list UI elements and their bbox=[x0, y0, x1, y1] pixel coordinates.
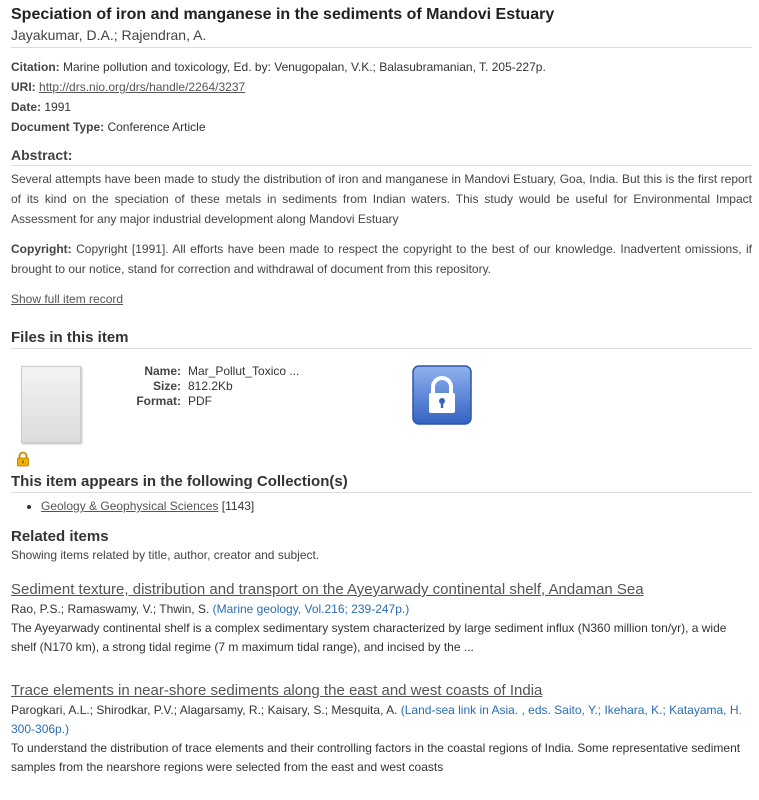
files-heading: Files in this item bbox=[11, 329, 129, 346]
related-item bbox=[11, 580, 752, 657]
date-value: 1991 bbox=[44, 100, 72, 114]
uri-label: URI: bbox=[11, 80, 36, 94]
related-item-abstract: The Ayeyarwady continental shelf is a complex sedimentary system characterized by large sediment influx (N360 million ton/yr), a wide shelf (N170 km), a strong tidal regime (7 m maximum tidal range), and incised by the ... bbox=[11, 621, 727, 654]
related-item-citation: (Land-sea link in Asia. , eds. Saito, Y.; Ikehara, K.; Katayama, H. 300-306p.) bbox=[11, 703, 742, 736]
citation-row bbox=[11, 57, 752, 77]
item-authors: Jayakumar, D.A.; Rajendran, A. bbox=[11, 27, 207, 43]
collection-link[interactable]: Geology & Geophysical Sciences bbox=[41, 499, 219, 513]
doctype-value: Conference Article bbox=[107, 120, 206, 134]
item-page bbox=[11, 5, 752, 777]
doctype-label: Document Type: bbox=[11, 120, 105, 134]
abstract-label: Abstract: bbox=[11, 147, 73, 163]
file-name: Mar_Pollut_Toxico ... bbox=[188, 364, 300, 378]
related-item-author-list: Parogkari, A.L.; Shirodkar, P.V.; Alagarsamy, R.; Kaisary, S.; Mesquita, A. bbox=[11, 703, 398, 717]
divider bbox=[11, 165, 752, 166]
related-subtitle: Showing items related by title, author, creator and subject. bbox=[11, 548, 320, 562]
uri-link[interactable]: http://drs.nio.org/drs/handle/2264/3237 bbox=[39, 80, 246, 94]
item-title: Speciation of iron and manganese in the sediments of Mandovi Estuary bbox=[11, 6, 555, 23]
file-metadata bbox=[125, 364, 299, 409]
date-row bbox=[11, 97, 752, 117]
show-full-record-link[interactable]: Show full item record bbox=[11, 292, 124, 306]
related-item-citation: (Marine geology, Vol.216; 239-247p.) bbox=[212, 602, 410, 616]
file-name-label: Name: bbox=[144, 364, 181, 378]
citation-label: Citation: bbox=[11, 60, 60, 74]
doctype-row bbox=[11, 117, 752, 137]
abstract-text: Several attempts have been made to study the distribution of iron and manganese in Mandovi Estuary, Goa, India. But this is the first report of its kind on the speciation of these metals in sediments from Indian waters. This study would be useful for Environmental Impact Assessment for any major industrial development along Mandovi Estuary bbox=[11, 172, 752, 226]
divider bbox=[11, 47, 752, 48]
file-size-label: Size: bbox=[152, 379, 181, 393]
padlock-icon bbox=[15, 451, 31, 467]
file-format-label: Format: bbox=[136, 394, 181, 408]
uri-row bbox=[11, 77, 752, 97]
collections-list bbox=[11, 497, 752, 515]
copyright-block bbox=[11, 239, 752, 279]
related-heading: Related items bbox=[11, 528, 109, 545]
related-item-authors bbox=[11, 600, 752, 619]
divider bbox=[11, 492, 752, 493]
list-item bbox=[41, 497, 752, 515]
copyright-text: Copyright [1991]. All efforts have been made to respect the copyright to the best of our knowledge. Inadvertent omissions, if brought to our notice, stand for correction and withdrawal of document from this repository. bbox=[11, 242, 752, 276]
copyright-label: Copyright: bbox=[11, 242, 72, 256]
related-item-abstract: To understand the distribution of trace elements and their controlling factors in the coastal regions of India. Some representative sediment samples from the nearshore regions were selected from the east and west coasts bbox=[11, 741, 741, 774]
citation-value: Marine pollution and toxicology, Ed. by: Venugopalan, V.K.; Balasubramanian, T. 205-227p. bbox=[63, 60, 546, 74]
collections-heading: This item appears in the following Collection(s) bbox=[11, 473, 348, 490]
file-item bbox=[11, 349, 752, 469]
related-item-title[interactable]: Trace elements in near-shore sediments along the east and west coasts of India bbox=[11, 682, 543, 699]
lock-icon[interactable] bbox=[412, 365, 472, 425]
related-item-title[interactable]: Sediment texture, distribution and transport on the Ayeyarwady continental shelf, Andaman Sea bbox=[11, 581, 644, 598]
file-size: 812.2Kb bbox=[188, 379, 233, 393]
file-format: PDF bbox=[188, 394, 212, 408]
collection-count: [1143] bbox=[221, 499, 255, 513]
document-thumbnail-icon[interactable] bbox=[21, 366, 81, 443]
date-label: Date: bbox=[11, 100, 42, 114]
related-item-author-list: Rao, P.S.; Ramaswamy, V.; Thwin, S. bbox=[11, 602, 210, 616]
related-item-authors bbox=[11, 701, 752, 739]
related-item bbox=[11, 681, 752, 777]
